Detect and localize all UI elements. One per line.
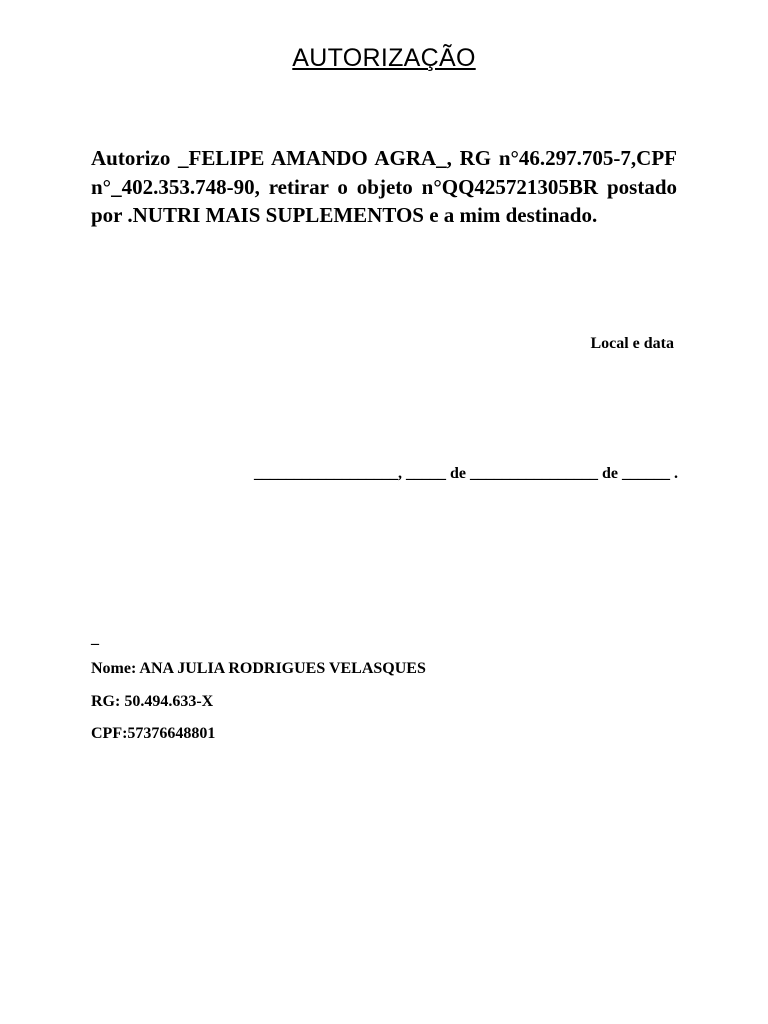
authorizer-name: Nome: ANA JULIA RODRIGUES VELASQUES <box>91 660 426 677</box>
local-date-label: Local e data <box>590 335 674 352</box>
date-fill-line: __________________, _____ de ________________ de ______ . <box>254 465 678 482</box>
authorization-paragraph: Autorizo _FELIPE AMANDO AGRA_, RG n°46.297.705-7,CPF n°_402.353.748-90, retirar o objeto n°QQ425721305BR postado por .NUTRI MAIS SUPLEMENTOS e a mim destinado. <box>91 146 677 227</box>
authorizer-rg: RG: 50.494.633-X <box>91 693 214 710</box>
document-title: AUTORIZAÇÃO <box>292 44 476 72</box>
signature-line: _ <box>91 630 99 647</box>
authorizer-cpf: CPF:57376648801 <box>91 725 216 742</box>
